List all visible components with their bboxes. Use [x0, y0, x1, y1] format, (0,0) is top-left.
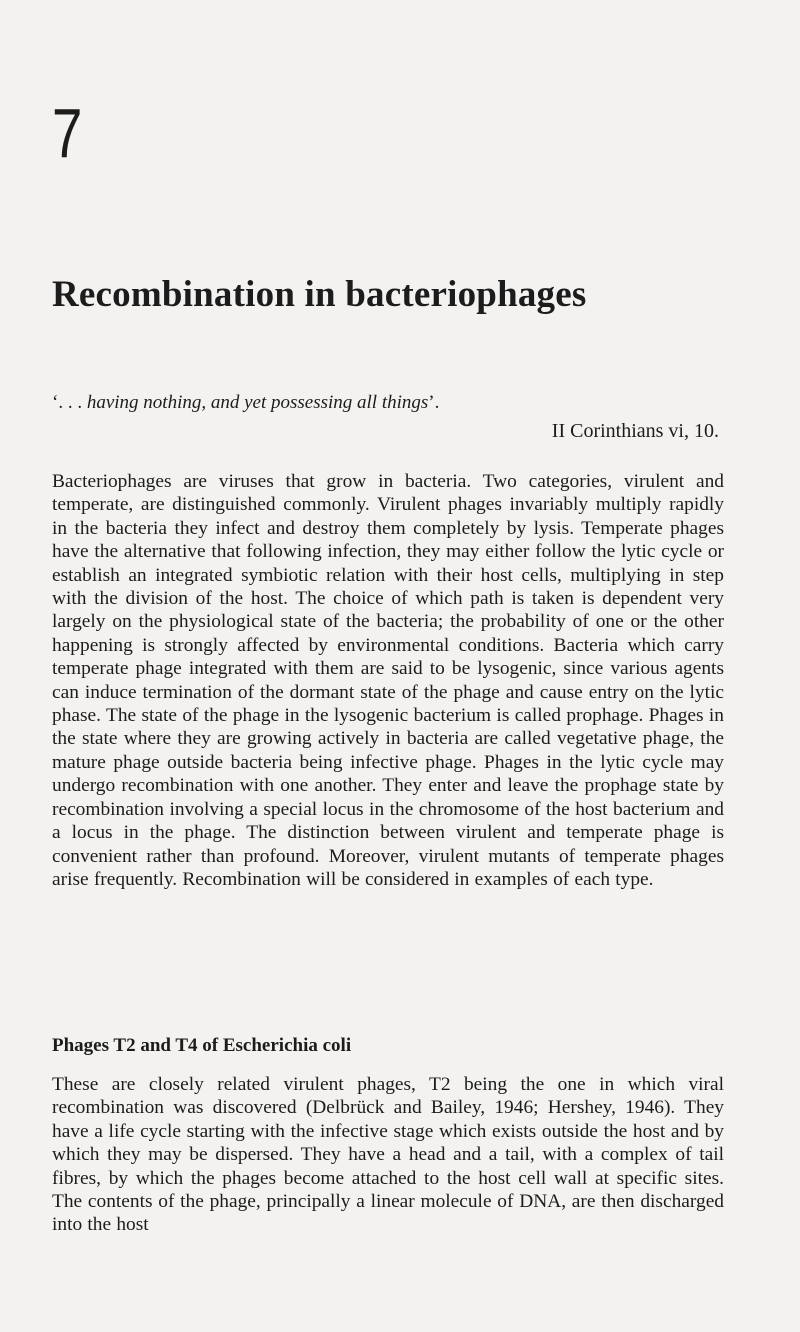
- chapter-title: Recombination in bacteriophages: [52, 274, 587, 315]
- body-paragraph-2: These are closely related virulent phages, T2 being the one in which viral recombination was discovered (Delbrück and Bailey, 1946; Hershey, 1946). They have a life cycle starting with the infective stage which exists outside the host and by which they may be dispersed. They have a head and a tail, with a complex of tail fibres, by which the phages become attached to the host cell wall at specific sites. The contents of the phage, principally a linear molecule of DNA, are then discharged into the host: [52, 1074, 724, 1236]
- body-paragraph-1: Bacteriophages are viruses that grow in bacteria. Two categories, virulent and temperate, are distinguished commonly. Virulent phages invariably multiply rapidly in the bacteria they infect and destroy them completely by lysis. Temperate phages have the alternative that following infection, they may either follow the lytic cycle or establish an integrated symbiotic relation with their host cells, multiplying in step with the division of the host. The choice of which path is taken is dependent very largely on the physiological state of the bacteria; the probability of one or the other happening is strongly affected by environmental conditions. Bacteria which carry temperate phage integrated with them are said to be lysogenic, since various agents can induce termination of the dormant state of the phage and cause entry on the lytic phase. The state of the phage in the lysogenic bacterium is called prophage. Phages in the state where they are growing actively in bacteria are called vegetative phage, the mature phage outside bacteria being infective phage. Phages in the lytic cycle may undergo recombination with one another. They enter and leave the prophage state by recombination involving a special locus in the chromosome of the host bacterium and a locus in the phage. The distinction between virulent and temperate phage is convenient rather than profound. Moreover, virulent mutants of temperate phages arise frequently. Recombination will be considered in examples of each type.: [52, 471, 724, 890]
- chapter-number: 7: [52, 94, 83, 172]
- epigraph-quote-text: having nothing, and yet possessing all things: [86, 392, 429, 413]
- epigraph-open-quote: ‘. . .: [52, 392, 87, 413]
- epigraph-close-quote: ’.: [428, 392, 440, 413]
- epigraph-quote: [52, 390, 439, 416]
- epigraph-source: II Corinthians vi, 10.: [551, 420, 719, 442]
- section-heading: Phages T2 and T4 of Escherichia coli: [52, 1035, 352, 1056]
